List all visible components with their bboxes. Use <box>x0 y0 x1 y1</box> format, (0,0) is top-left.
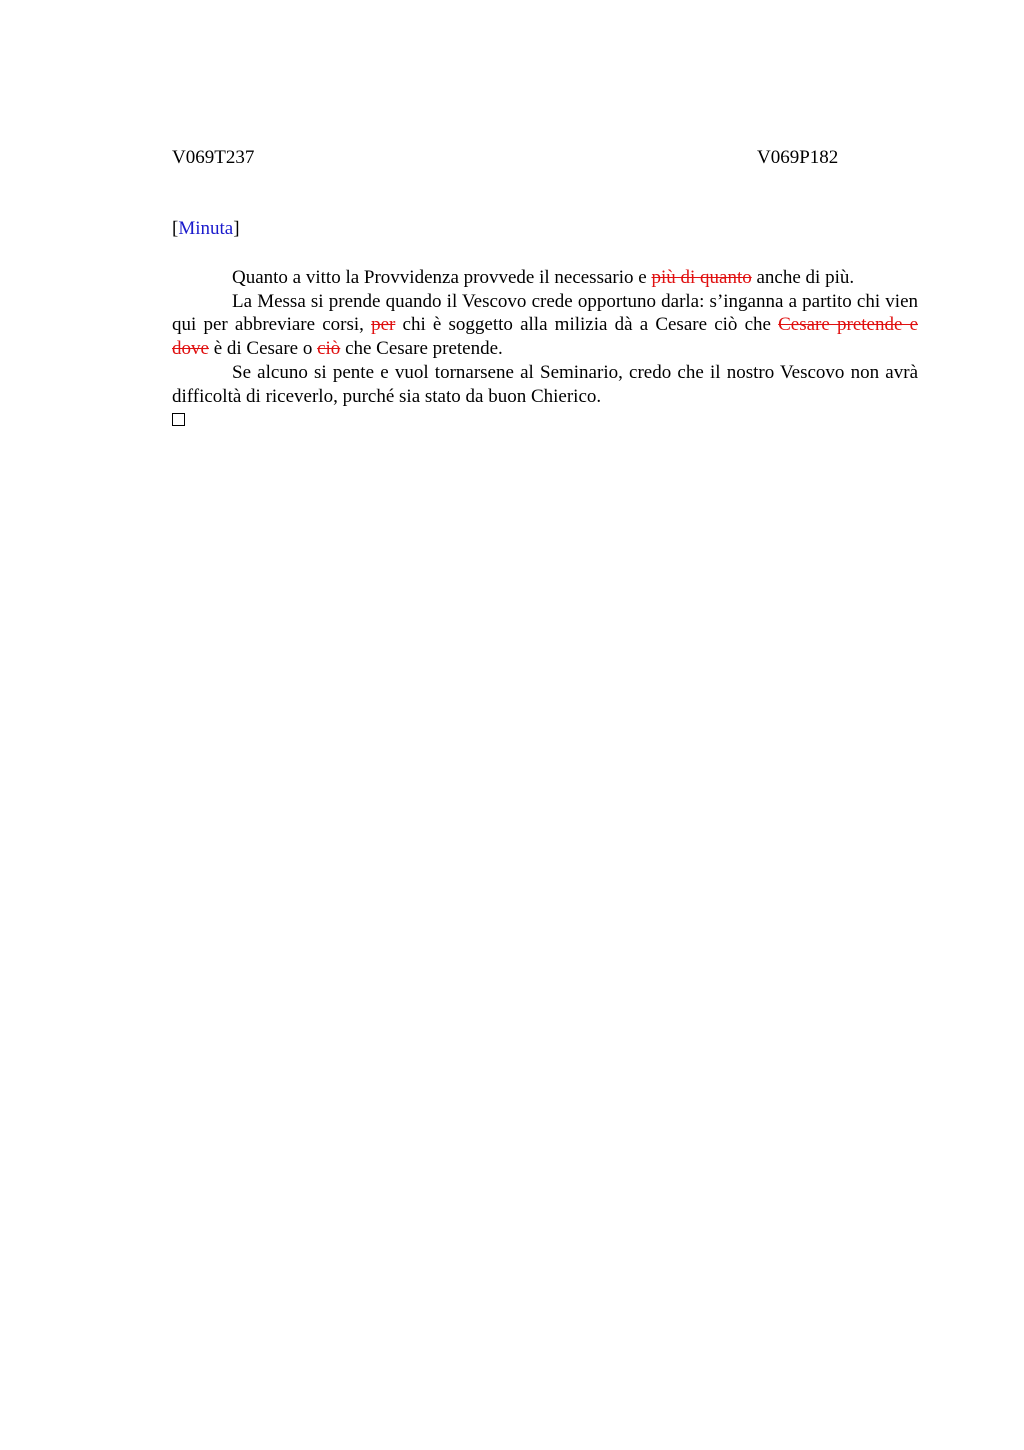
heading-open-bracket: [ <box>172 218 179 239</box>
end-of-document-box <box>172 413 185 426</box>
p2-deletion-2: Cesare pretende e dove <box>172 314 919 360</box>
p1-deletion: più di quanto <box>651 267 752 288</box>
section-heading <box>172 218 240 240</box>
p2-text-c: è di Cesare o <box>208 338 318 360</box>
p1-text-b: anche di più. <box>751 267 855 288</box>
p2-deletion-1: per <box>371 314 396 336</box>
paragraph-1 <box>172 266 918 290</box>
minuta-link[interactable]: Minuta <box>178 218 234 239</box>
p2-text-d: che Cesare pretende. <box>340 338 503 360</box>
paragraph-2 <box>172 290 918 361</box>
p2-text-b: chi è soggetto alla milizia dà a Cesare ciò che <box>395 314 779 336</box>
p2-deletion-3: ciò <box>317 338 341 360</box>
p1-text-a: Quanto a vitto la Provvidenza provvede il necessario e <box>232 267 652 288</box>
heading-close-bracket: ] <box>233 218 240 239</box>
document-code-left: V069T237 <box>172 147 255 168</box>
letter-body <box>172 266 918 426</box>
paragraph-3 <box>172 361 918 408</box>
p3-text-a: Se alcuno si pente e vuol tornarsene al Seminario, credo che il nostro Vescovo non avrà difficoltà di riceverlo, purché sia stato da buon Chierico. <box>172 361 918 407</box>
document-code-right: V069P182 <box>757 147 839 168</box>
p2-text-a: La Messa si prende quando il Vescovo crede opportuno darla: s’inganna a partito chi vien qui per abbreviare corsi, <box>172 290 918 336</box>
